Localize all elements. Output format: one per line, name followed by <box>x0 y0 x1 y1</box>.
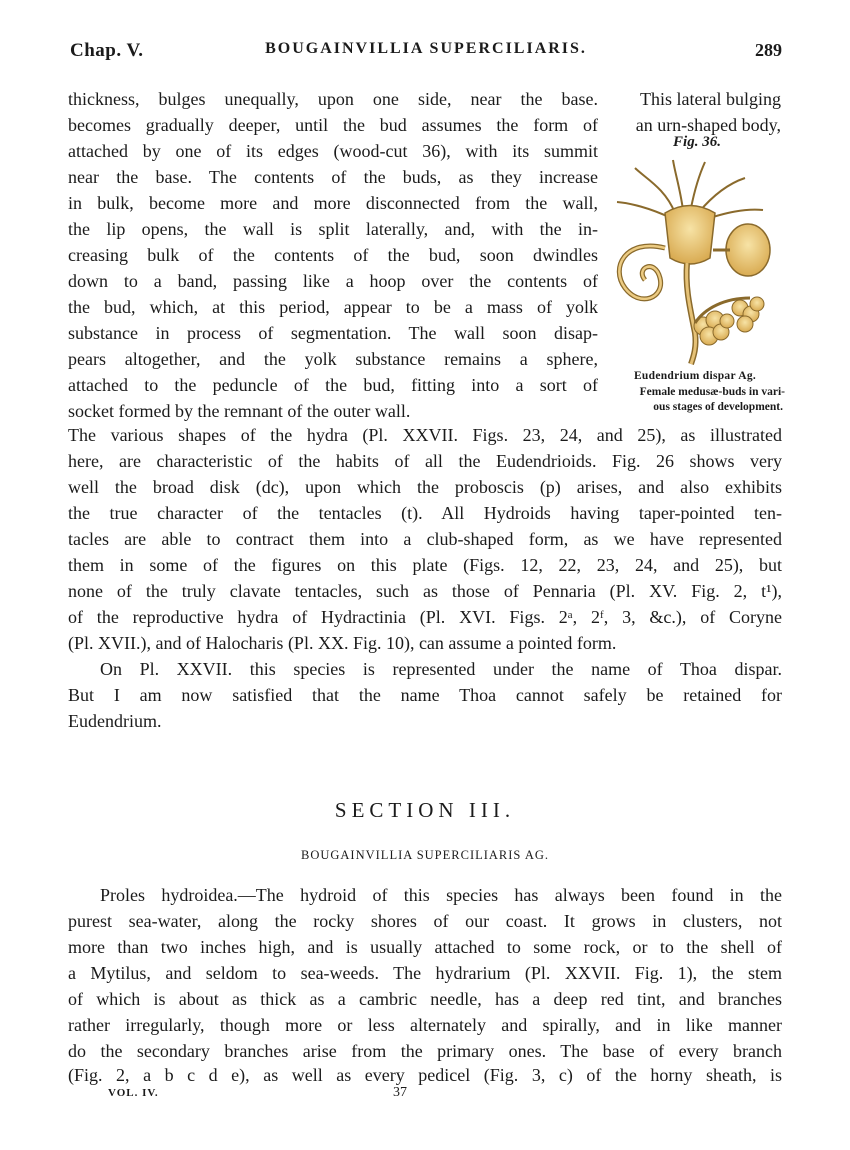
volume-mark: VOL. IV. <box>108 1087 159 1099</box>
running-header <box>70 40 782 70</box>
figure-caption-title: Eudendrium dispar Ag. <box>633 370 757 382</box>
text-line: near the base. The contents of the buds, as they increase <box>68 167 598 187</box>
text-line: more than two inches high, and is usually attached to some rock, or to the shell of <box>68 937 782 957</box>
text-line: tacles are able to contract them into a club-shaped form, as we have represented <box>68 529 782 549</box>
text-line: of which is about as thick as a cambric needle, has a deep red tint, and branches <box>68 989 782 1009</box>
text-line: creasing bulk of the contents of the bud, soon dwindles <box>68 245 598 265</box>
text-line: attached to the peduncle of the bud, fitting into a sort of <box>68 375 598 395</box>
section-subheading: BOUGAINVILLIA SUPERCILIARIS AG. <box>300 848 550 862</box>
text-line: purest sea-water, along the rocky shores of our coast. It grows in clusters, not <box>68 911 782 931</box>
text-line-right: an urn-shaped body, <box>635 115 781 135</box>
text-line: But I am now satisfied that the name Thoa cannot safely be retained for <box>68 685 782 705</box>
text-line: (Fig. 2, a b c d e), as well as every pedicel (Fig. 3, c) of the horny sheath, is <box>68 1065 782 1085</box>
text-line: the bud, which, at this period, appear to be a mass of yolk <box>68 297 598 317</box>
text-line: do the secondary branches arise from the primary ones. The base of every branch <box>68 1041 782 1061</box>
text-line: in bulk, become more and more disconnected from the wall, <box>68 193 598 213</box>
text-line: socket formed by the remnant of the outer wall. <box>68 401 411 421</box>
figure-caption-line: ous stages of development. <box>653 401 783 413</box>
hydroid-drawing <box>605 158 780 366</box>
figure-caption-line: Female medusæ-buds in vari- <box>639 386 785 398</box>
text-line: Proles hydroidea.—The hydroid of this species has always been found in the <box>100 885 782 905</box>
text-line: down to a band, passing like a hoop over the contents of <box>68 271 598 291</box>
text-line: pears altogether, and the yolk substance remains a sphere, <box>68 349 598 369</box>
text-line: attached by one of its edges (wood-cut 36), with its summit <box>68 141 598 161</box>
text-line: here, are characteristic of the habits of all the Eudendrioids. Fig. 26 shows very <box>68 451 782 471</box>
signature-mark: 37 <box>393 1085 407 1100</box>
section-heading: SECTION III. <box>334 798 516 822</box>
figure-label: Fig. 36. <box>673 134 721 150</box>
text-line: the lip opens, the wall is split laterally, and, with the in- <box>68 219 598 239</box>
text-line: becomes gradually deeper, until the bud assumes the form of <box>68 115 598 135</box>
text-line: none of the truly clavate tentacles, such as those of Pennaria (Pl. XV. Fig. 2, t¹), <box>68 581 782 601</box>
text-line: On Pl. XXVII. this species is represented under the name of Thoa dispar. <box>100 659 782 679</box>
text-line: thickness, bulges unequally, upon one side, near the base. <box>68 89 598 109</box>
text-line: them in some of the figures on this plate (Figs. 12, 22, 23, 24, and 25), but <box>68 555 782 575</box>
page-number: 289 <box>755 40 782 60</box>
hydroid-illustration <box>605 158 780 366</box>
text-line: Eudendrium. <box>68 711 162 731</box>
text-line: a Mytilus, and seldom to sea-weeds. The hydrarium (Pl. XXVII. Fig. 1), the stem <box>68 963 782 983</box>
text-line: well the broad disk (dc), upon which the proboscis (p) arises, and also exhibits <box>68 477 782 497</box>
text-line: of the reproductive hydra of Hydractinia (Pl. XVI. Figs. 2ᵃ, 2ᶠ, 3, &c.), of Coryne <box>68 607 782 627</box>
text-line-right: This lateral bulging <box>640 89 781 109</box>
text-line: substance in process of segmentation. The wall soon disap- <box>68 323 598 343</box>
text-line: (Pl. XVII.), and of Halocharis (Pl. XX. Fig. 10), can assume a pointed form. <box>68 633 617 653</box>
text-line: The various shapes of the hydra (Pl. XXVII. Figs. 23, 24, and 25), as illustrated <box>68 425 782 445</box>
chapter-label: Chap. V. <box>70 40 144 61</box>
running-title: BOUGAINVILLIA SUPERCILIARIS. <box>265 40 587 57</box>
text-line: rather irregularly, though more or less alternately and spirally, and in like manner <box>68 1015 782 1035</box>
text-line: the true character of the tentacles (t). All Hydroids having taper-pointed ten- <box>68 503 782 523</box>
